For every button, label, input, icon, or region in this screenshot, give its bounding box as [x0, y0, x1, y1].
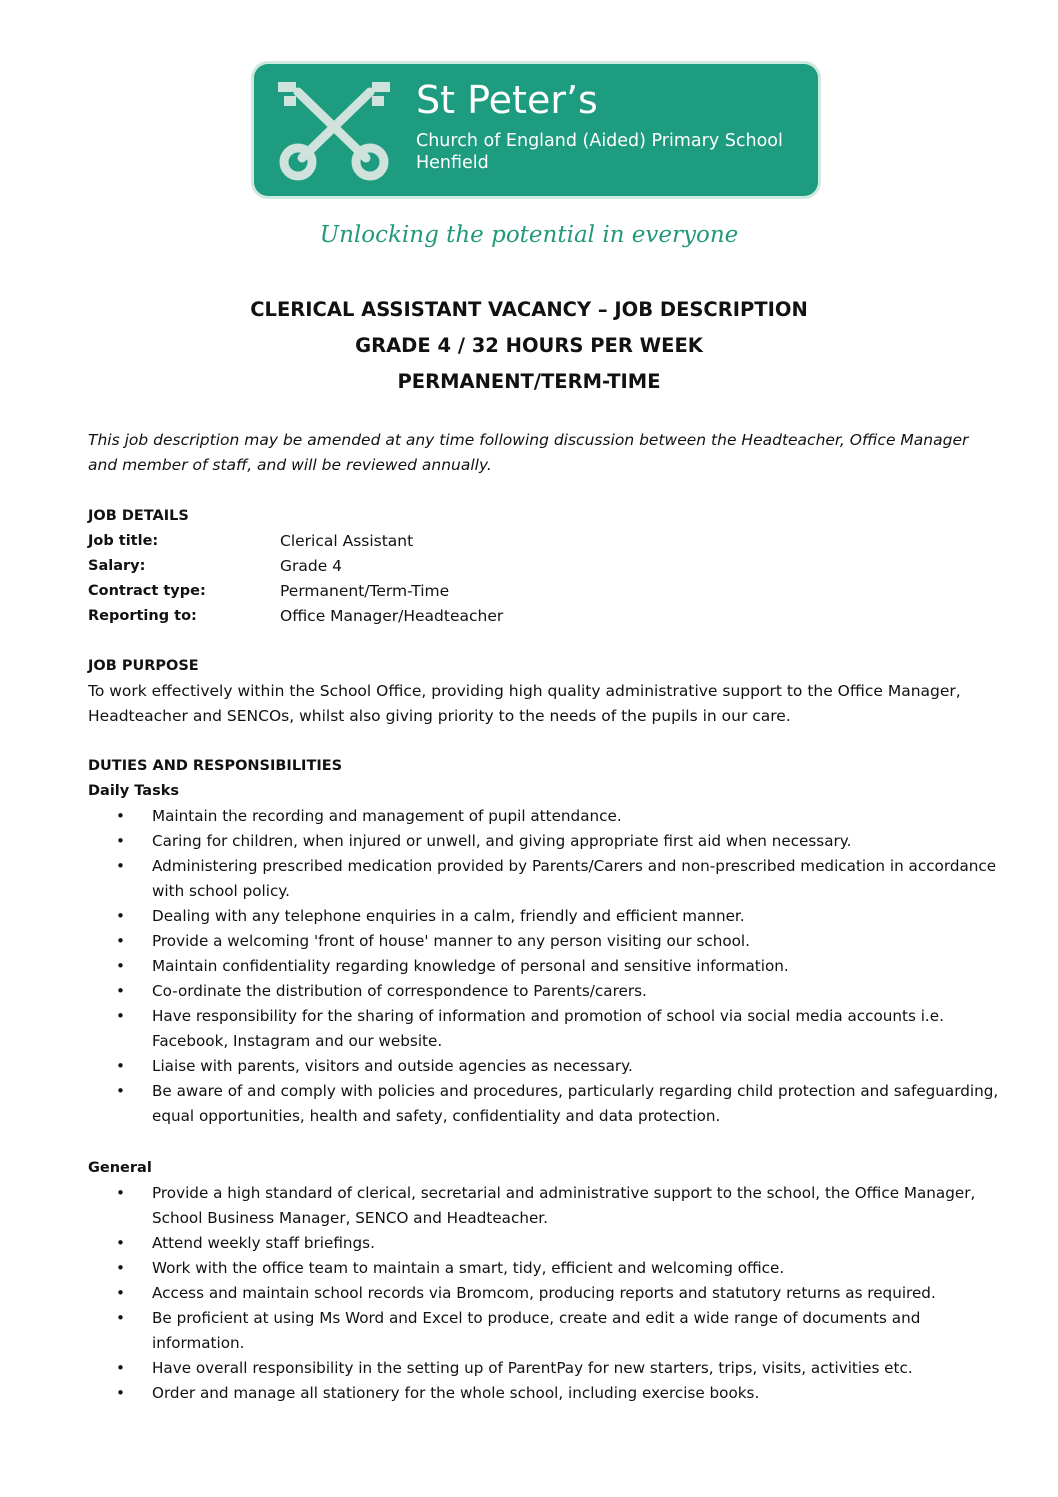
list-item: • Provide a high standard of clerical, secretarial and administrative support to the school, the Office Manager, School Business Manager, SENCO and Headteacher.: [88, 1181, 1002, 1231]
list-item: • Access and maintain school records via Bromcom, producing reports and statutory returns as required.: [88, 1281, 1002, 1306]
job-purpose-heading: JOB PURPOSE: [88, 658, 199, 674]
title-line: CLERICAL ASSISTANT VACANCY – JOB DESCRIPTION: [250, 298, 808, 321]
general-heading: General: [88, 1160, 152, 1176]
list-item: • Attend weekly staff briefings.: [88, 1231, 1002, 1256]
detail-label: Reporting to:: [88, 608, 197, 624]
detail-row: [88, 554, 503, 579]
list-item: • Co-ordinate the distribution of correspondence to Parents/carers.: [88, 979, 1002, 1004]
list-item: • Have overall responsibility in the setting up of ParentPay for new starters, trips, visits, activities etc.: [88, 1356, 1002, 1381]
detail-row: [88, 579, 503, 604]
school-location: Henfield: [416, 153, 489, 173]
detail-label: Salary:: [88, 558, 146, 574]
list-item: • Be aware of and comply with policies and procedures, particularly regarding child protection and safeguarding, equal opportunities, health and safety, confidentiality and data protection.: [88, 1079, 1002, 1129]
list-item: • Maintain confidentiality regarding knowledge of personal and sensitive information.: [88, 954, 1002, 979]
detail-row: [88, 529, 503, 554]
general-list: [88, 1181, 1002, 1406]
general-section: [88, 1156, 1002, 1406]
list-item: • Be proficient at using Ms Word and Excel to produce, create and edit a wide range of documents and information.: [88, 1306, 1002, 1356]
list-item: • Work with the office team to maintain a smart, tidy, efficient and welcoming office.: [88, 1256, 1002, 1281]
detail-value: Permanent/Term-Time: [280, 582, 450, 600]
detail-value: Grade 4: [280, 557, 343, 575]
list-item: • Administering prescribed medication provided by Parents/Carers and non-prescribed medication in accordance with school policy.: [88, 854, 1002, 904]
detail-label: Contract type:: [88, 583, 206, 599]
list-item: • Maintain the recording and management of pupil attendance.: [88, 804, 1002, 829]
list-item: • Provide a welcoming 'front of house' manner to any person visiting our school.: [88, 929, 1002, 954]
job-details-section: [88, 504, 503, 629]
duties-heading: DUTIES AND RESPONSIBILITIES: [88, 758, 343, 774]
document-title: [0, 296, 1058, 404]
list-item: • Caring for children, when injured or unwell, and giving appropriate first aid when necessary.: [88, 829, 1002, 854]
job-purpose-text: To work effectively within the School Office, providing high quality administrative support to the Office Manager, Headteacher and SENCOs, whilst also giving priority to the needs of the pupils in our care.: [88, 682, 961, 725]
school-name: St Peter’s: [416, 78, 598, 122]
detail-label: Job title:: [88, 533, 159, 549]
intro-paragraph: This job description may be amended at any time following discussion between the Headteacher, Office Manager and member of staff, and will be reviewed annually.: [88, 431, 969, 474]
list-item: • Dealing with any telephone enquiries in a calm, friendly and efficient manner.: [88, 904, 1002, 929]
detail-row: [88, 604, 503, 629]
school-motto: Unlocking the potential in everyone: [319, 222, 739, 248]
title-line: PERMANENT/TERM-TIME: [397, 370, 661, 393]
job-purpose-section: [88, 654, 988, 729]
detail-value: Office Manager/Headteacher: [280, 607, 504, 625]
list-item: • Liaise with parents, visitors and outside agencies as necessary.: [88, 1054, 1002, 1079]
daily-tasks-heading: Daily Tasks: [88, 783, 179, 799]
detail-value: Clerical Assistant: [280, 532, 414, 550]
daily-tasks-list: [88, 804, 1002, 1129]
school-logo: [254, 64, 818, 196]
school-type: Church of England (Aided) Primary School: [416, 131, 783, 151]
job-details-heading: JOB DETAILS: [88, 508, 189, 524]
crossed-keys-icon: [270, 74, 398, 186]
duties-section: [88, 754, 1002, 1129]
list-item: • Order and manage all stationery for the whole school, including exercise books.: [88, 1381, 1002, 1406]
list-item: • Have responsibility for the sharing of information and promotion of school via social media accounts i.e. Facebook, Instagram and our website.: [88, 1004, 1002, 1054]
title-line: GRADE 4 / 32 HOURS PER WEEK: [355, 334, 703, 357]
school-subtitle: [416, 130, 783, 174]
